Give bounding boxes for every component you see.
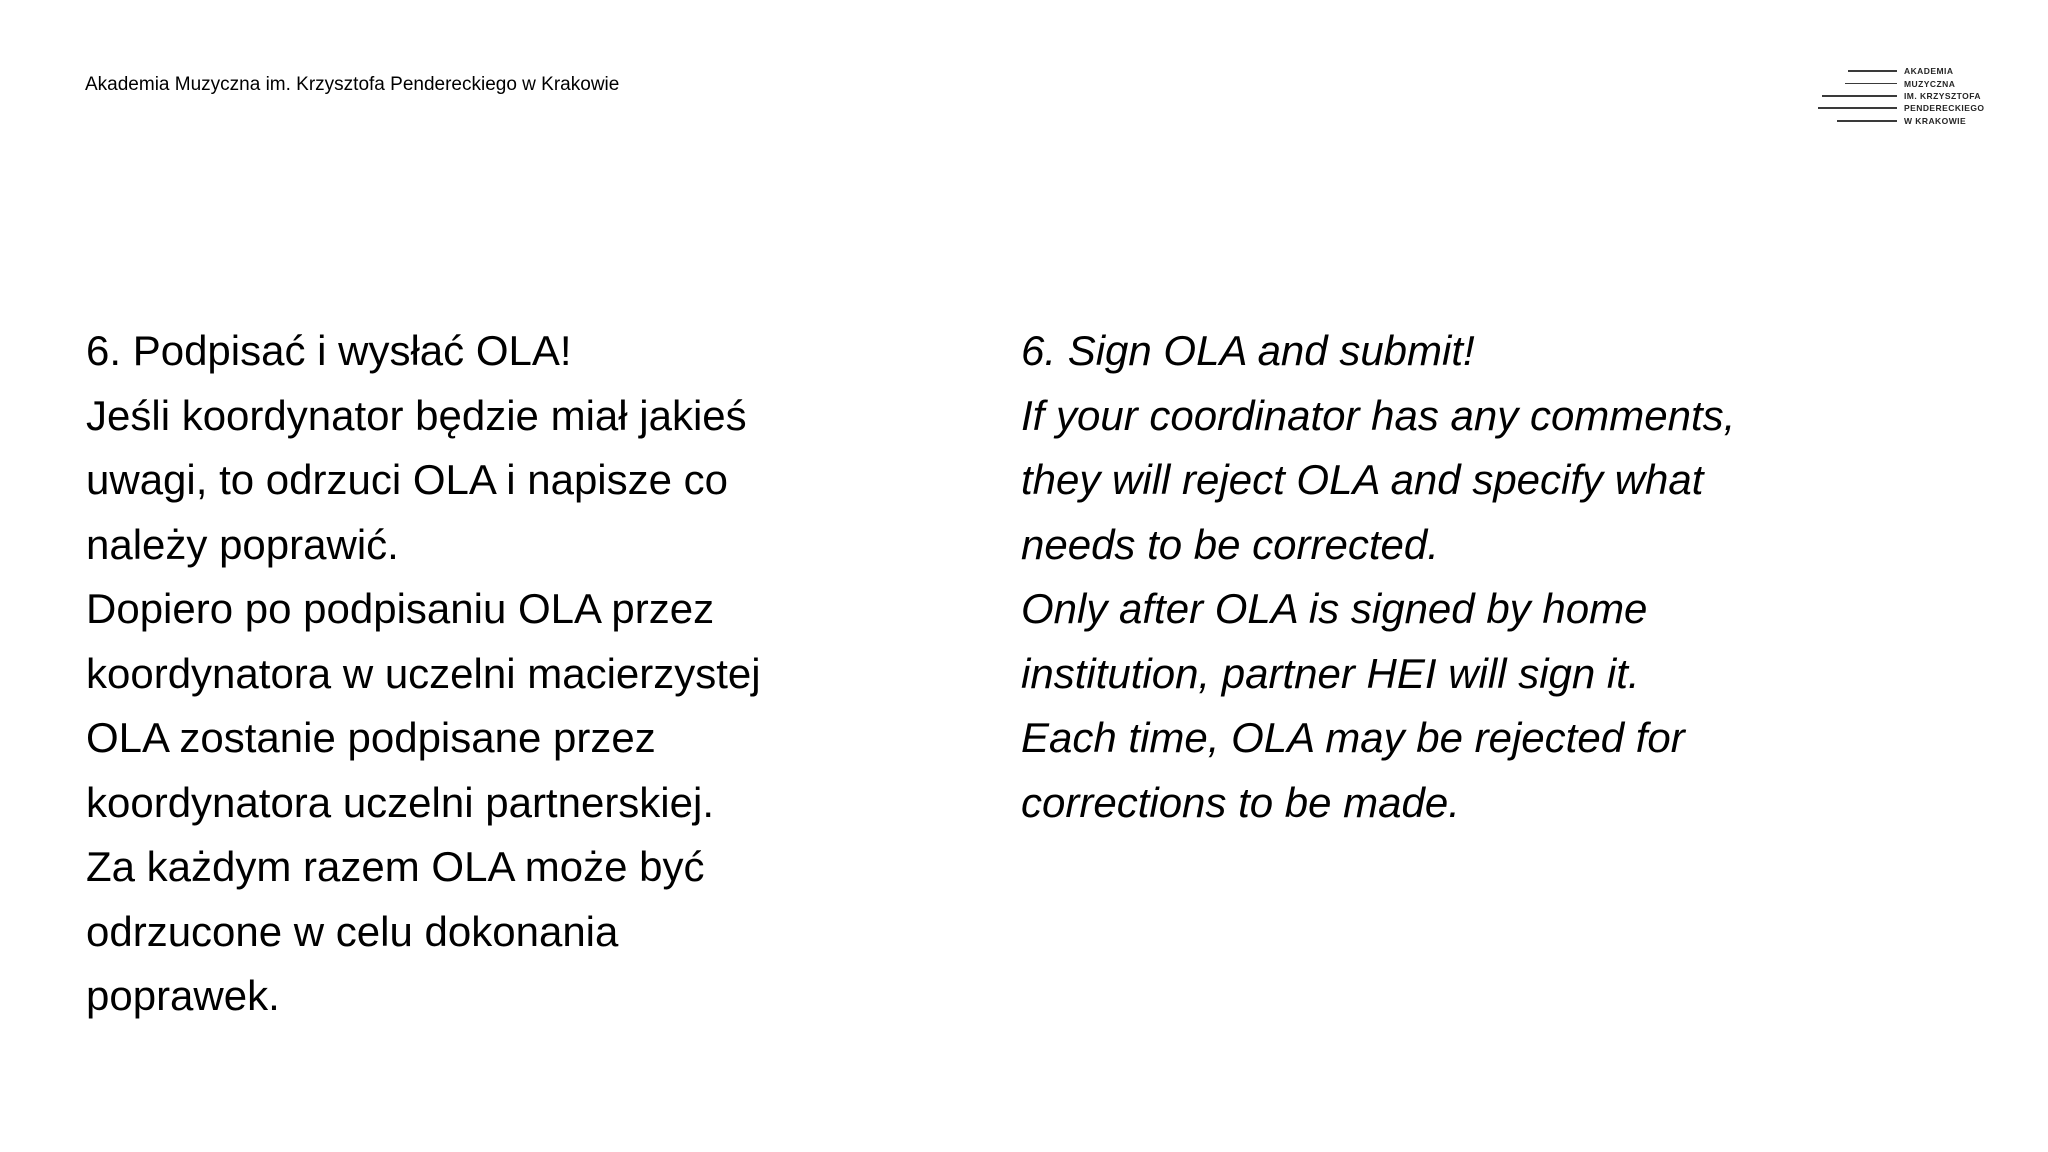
text-line: corrections to be made. (1021, 778, 1460, 826)
text-line: Dopiero po podpisaniu OLA przez (86, 585, 715, 632)
text-line: they will reject OLA and specify what (1021, 456, 1704, 503)
logo-label: AKADEMIA (1904, 66, 1954, 77)
text-line: uwagi, to odrzuci OLA i napisze co (86, 456, 729, 503)
staff-line (1845, 83, 1897, 85)
academy-logo (1816, 65, 1984, 127)
text-line: Only after OLA is signed by home (1021, 585, 1648, 632)
text-line: Za każdym razem OLA może być (86, 843, 705, 890)
staff-line-holder (1816, 70, 1897, 72)
logo-row (1816, 65, 1984, 77)
text-line: Each time, OLA may be rejected for (1021, 714, 1685, 761)
text-line: Jeśli koordynator będzie miał jakieś (86, 391, 747, 439)
text-line: odrzucone w celu dokonania (86, 907, 619, 955)
text-line: 6. Podpisać i wysłać OLA! (86, 327, 572, 374)
text-line: należy poprawić. (86, 520, 399, 568)
staff-line-holder (1816, 107, 1897, 109)
staff-line-holder (1816, 83, 1897, 85)
staff-line (1848, 70, 1897, 72)
institution-name: Akademia Muzyczna im. Krzysztofa Pendereckiego w Krakowie (85, 74, 620, 95)
logo-row (1816, 77, 1984, 89)
text-line: institution, partner HEI will sign it. (1021, 649, 1640, 697)
logo-label: MUZYCZNA (1904, 78, 1956, 89)
staff-line (1837, 120, 1897, 122)
staff-line (1822, 95, 1897, 97)
polish-text-column (86, 319, 986, 1029)
staff-line (1818, 107, 1897, 109)
english-text-column (1021, 319, 1981, 835)
staff-line-holder (1816, 120, 1897, 122)
text-line: koordynatora w uczelni macierzystej (86, 649, 761, 697)
header (85, 73, 619, 97)
logo-row (1816, 115, 1984, 127)
logo-label: PENDERECKIEGO (1904, 103, 1985, 114)
text-line: needs to be corrected. (1021, 520, 1439, 568)
logo-row (1816, 90, 1984, 102)
text-line: koordynatora uczelni partnerskiej. (86, 778, 714, 826)
logo-label: W KRAKOWIE (1904, 115, 1967, 126)
text-line: If your coordinator has any comments, (1021, 391, 1736, 439)
logo-label: IM. KRZYSZTOFA (1904, 90, 1981, 101)
text-line: 6. Sign OLA and submit! (1021, 327, 1475, 374)
staff-line-holder (1816, 95, 1897, 97)
text-line: OLA zostanie podpisane przez (86, 714, 656, 761)
text-line: poprawek. (86, 972, 280, 1019)
logo-row (1816, 102, 1984, 114)
